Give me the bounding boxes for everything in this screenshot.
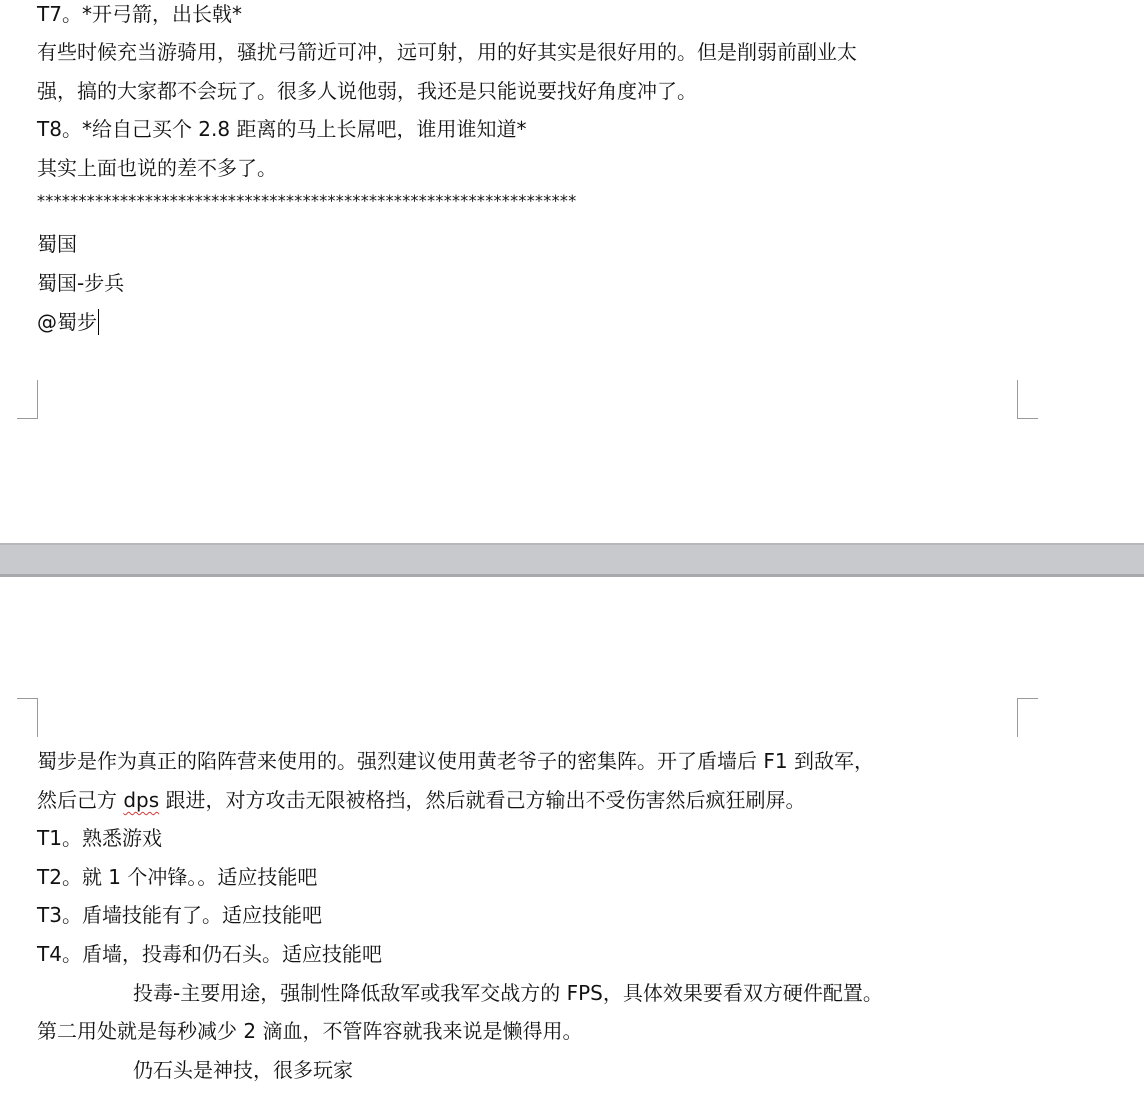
text-line[interactable]: 蜀步是作为真正的陷阵营来使用的。强烈建议使用黄老爷子的密集阵。开了盾墙后 F1 到敌军， [37, 749, 874, 773]
page-separator-edge [0, 543, 1144, 545]
text-line[interactable] [37, 787, 806, 813]
document-page-2[interactable] [0, 577, 1144, 1111]
document-page-1[interactable] [0, 0, 1144, 543]
text-span[interactable]: 跟进，对方攻击无限被格挡，然后就看己方输出不受伤害然后疯狂刷屏。 [159, 788, 806, 812]
margin-corner-mark [17, 698, 38, 737]
text-line[interactable]: T1。熟悉游戏 [37, 826, 162, 850]
text-span[interactable]: 然后己方 [37, 788, 124, 812]
text-line[interactable]: T2。就 1 个冲锋。。适应技能吧 [37, 865, 318, 889]
margin-corner-mark [1017, 380, 1038, 419]
text-line[interactable]: 第二用处就是每秒减少 2 滴血，不管阵容就我来说是懒得用。 [37, 1019, 583, 1043]
indented-text-line[interactable]: 投毒-主要用途，强制性降低敌军或我军交战方的 FPS，具体效果要看双方硬件配置。 [133, 981, 883, 1005]
text-line[interactable]: T3。盾墙技能有了。适应技能吧 [37, 903, 322, 927]
margin-corner-mark [1017, 698, 1038, 737]
separator-line[interactable]: ***************************************************************** [37, 191, 577, 210]
page-separator [0, 543, 1144, 577]
text-line[interactable]: 强，搞的大家都不会玩了。很多人说他弱，我还是只能说要找好角度冲了。 [37, 79, 697, 103]
margin-corner-mark [17, 380, 38, 419]
spelling-flagged-word[interactable]: dps [123, 788, 160, 812]
heading-line[interactable]: 蜀国 [37, 232, 77, 256]
text-line[interactable]: T4。盾墙，投毒和仍石头。适应技能吧 [37, 942, 382, 966]
text-line-with-cursor[interactable] [37, 309, 99, 335]
text-line[interactable]: 有些时候充当游骑用，骚扰弓箭近可冲，远可射，用的好其实是很好用的。但是削弱前副业太 [37, 40, 857, 64]
heading-line[interactable]: 蜀国-步兵 [37, 271, 125, 295]
text-line[interactable]: T7。*开弓箭，出长戟* [37, 2, 242, 26]
indented-text-line[interactable]: 仍石头是神技，很多玩家 [133, 1058, 353, 1082]
text-line[interactable]: 其实上面也说的差不多了。 [37, 156, 277, 180]
text-cursor [98, 309, 99, 335]
text-span[interactable]: @蜀步 [37, 310, 97, 334]
text-line[interactable]: T8。*给自己买个 2.8 距离的马上长屌吧，谁用谁知道* [37, 117, 527, 141]
